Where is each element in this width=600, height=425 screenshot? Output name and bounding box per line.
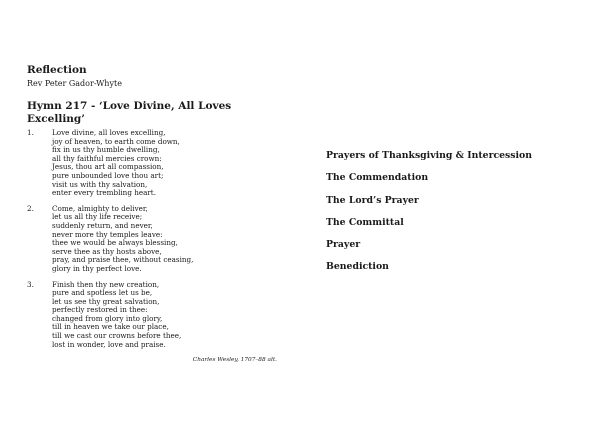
- verse-lines: [52, 129, 180, 198]
- verse-line: changed from glory into glory,: [52, 313, 163, 323]
- verse-line: fix in us thy humble dwelling,: [52, 145, 160, 155]
- reflection-title: Reflection: [27, 64, 87, 76]
- left-column: [27, 64, 287, 364]
- order-item-prayers: Prayers of Thanksgiving & Intercession: [326, 150, 533, 161]
- hymn-verse-1: [27, 129, 287, 198]
- order-item-benediction: Benediction: [326, 261, 389, 273]
- verse-number: 3.: [27, 279, 34, 289]
- verse-line: pray, and praise thee, without ceasing,: [52, 255, 194, 265]
- reflection-speaker: Rev Peter Gador-Whyte: [27, 79, 122, 88]
- order-item-lords-prayer: The Lord’s Prayer: [326, 194, 419, 206]
- verse-line: glory in thy perfect love.: [52, 263, 142, 273]
- verse-line: till we cast our crowns before thee,: [52, 331, 182, 341]
- verse-line: lost in wonder, love and praise.: [52, 339, 166, 349]
- verse-line: Jesus, thou art all compassion,: [52, 162, 164, 172]
- verse-line: thee we would be always blessing,: [52, 238, 178, 248]
- hymn-verse-2: [27, 205, 287, 274]
- verse-line: joy of heaven, to earth come down,: [52, 136, 180, 146]
- hymn-attribution: Charles Wesley, 1707–88 alt.: [192, 357, 277, 364]
- verse-number: 1.: [27, 128, 34, 137]
- verse-line: Finish then thy new creation,: [52, 279, 160, 289]
- verse-line: Come, almighty to deliver,: [52, 203, 148, 213]
- verse-line: Love divine, all loves excelling,: [52, 128, 166, 137]
- order-of-service: [326, 150, 532, 284]
- order-item-commendation: The Commendation: [326, 172, 429, 184]
- verse-line: perfectly restored in thee:: [52, 305, 148, 315]
- verse-line: pure unbounded love thou art;: [52, 170, 164, 180]
- verse-line: pure and spotless let us be,: [52, 288, 153, 298]
- verse-line: all thy faithful mercies crown:: [52, 153, 162, 163]
- hymn-verse-3: [27, 281, 287, 350]
- order-item-prayer: Prayer: [326, 239, 361, 251]
- hymn-title: Hymn 217 - ‘Love Divine, All Loves Excelling’: [27, 100, 232, 125]
- verse-lines: [52, 281, 181, 350]
- verse-line: suddenly return, and never,: [52, 220, 153, 230]
- verse-line: let us all thy life receive;: [52, 212, 143, 222]
- verse-line: visit us with thy salvation,: [52, 179, 148, 189]
- verse-line: let us see thy great salvation,: [52, 296, 160, 306]
- order-item-committal: The Committal: [326, 216, 404, 228]
- verse-line: enter every trembling heart.: [52, 188, 156, 198]
- verse-lines: [52, 205, 193, 274]
- verse-line: never more thy temples leave:: [52, 229, 163, 239]
- verse-line: till in heaven we take our place,: [52, 322, 169, 332]
- verse-line: serve thee as thy hosts above,: [52, 246, 162, 256]
- verse-number: 2.: [27, 203, 34, 213]
